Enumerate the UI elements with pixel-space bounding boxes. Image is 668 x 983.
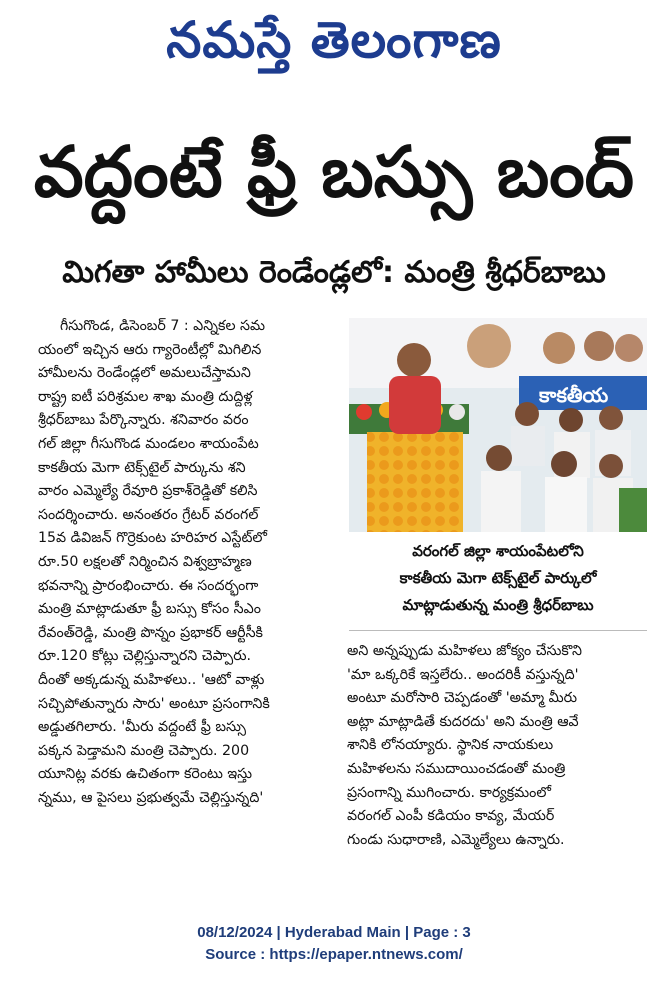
article-text-line: పక్కన పెడ్తామని మంత్రి చెప్పారు. 200 — [38, 742, 250, 759]
article-text-line: అట్లా మాట్లాడితే కుదరదు' అని మంత్రి ఆవే — [347, 713, 579, 730]
article-text-line: న్నము, ఆ పైసలు ప్రభుత్వమే చెల్లిస్తున్నది' — [38, 789, 264, 806]
caption-line: వరంగల్ జిల్లా శాయంపేటలోని — [412, 542, 584, 560]
article-text-line: హామీలను రెండేండ్లలో అమలుచేస్తామని — [38, 365, 251, 382]
article-text-line: రాష్ట్ర ఐటీ పరిశ్రమల శాఖ మంత్రి దుద్దిళ్ల — [38, 388, 253, 405]
article-text-line: రేవంత్‌రెడ్డి, మంత్రి పొన్నం ప్రభాకర్ ఆర్టీసీకి — [38, 624, 263, 641]
footer-source: Source : https://epaper.ntnews.com/ — [205, 946, 463, 963]
article-text-line: కాకతీయ మెగా టెక్స్‌టైల్ పార్కును శని — [38, 459, 246, 476]
article-text-line: ప్రసంగాన్ని ముగించారు. కార్యక్రమంలో — [347, 784, 551, 801]
article-text-line: శ్రీధర్‌బాబు పేర్కొన్నారు. శనివారం వరం — [38, 412, 249, 429]
article-text-line: అడ్డుతగిలారు. 'మీరు వద్దంటే ఫ్రీ బస్సు — [38, 719, 247, 736]
masthead-logo: నమస్తే తెలంగాణ — [166, 11, 502, 69]
article-text-line: దీంతో అక్కడున్న మహిళలు.. 'ఆటో వాళ్లు — [38, 671, 265, 688]
banner-text: కాకతీయ — [539, 383, 609, 407]
article-text-line: యూనిట్ల వరకు ఉచితంగా కరెంటు ఇస్తు — [38, 766, 253, 783]
page-footer — [0, 922, 668, 972]
article-text-line: సచ్చిపోతున్నారు సారు' అంటూ ప్రసంగానికి — [38, 695, 270, 712]
article-text-line: గీసుగొండ, డిసెంబర్ 7 : ఎన్నికల సమ — [60, 318, 265, 334]
article-text-line: యంలో ఇచ్చిన ఆరు గ్యారెంటీల్లో మిగిలిన — [38, 341, 262, 358]
footer-edition-info: 08/12/2024 | Hyderabad Main | Page : 3 — [197, 924, 471, 941]
article-text-line: మహిళలను సముదాయించడంతో మంత్రి — [347, 760, 566, 777]
article-text-line: 'మా ఒక్కరికే ఇస్తలేరు.. అందరికీ వస్తున్నది' — [347, 666, 579, 683]
article-text-line: శానికి లోనయ్యారు. స్థానిక నాయకులు — [347, 737, 554, 754]
article-text-line: సందర్శించారు. అనంతరం గ్రేటర్ వరంగల్ — [38, 506, 259, 523]
caption-divider — [349, 630, 647, 631]
article-text-line: అంటూ మరోసారి చెప్పడంతో 'అమ్మా మీరు — [347, 690, 577, 707]
article-headline: వద్దంటే ఫ్రీ బస్సు బంద్ — [33, 131, 635, 213]
article-text-line: రూ.50 లక్షలతో నిర్మించిన విశ్వబ్రాహ్మణ — [38, 553, 252, 570]
caption-line: మాట్లాడుతున్న మంత్రి శ్రీధర్‌బాబు — [402, 596, 594, 614]
article-subheadline: మిగతా హామీలు రెండేండ్లలో: మంత్రి శ్రీధర్‌బాబు — [62, 255, 606, 290]
article-left-column — [38, 315, 338, 895]
article-text-line: వరంగల్ ఎంపీ కడియం కావ్య, మేయర్ — [347, 808, 555, 825]
article-text-line: 15వ డివిజన్ గొర్రెకుంట హరిహర ఎస్టేట్‌లో — [38, 530, 268, 547]
photo-caption — [349, 538, 647, 624]
article-text-line: భవనాన్ని ప్రారంభించారు. ఈ సందర్భంగా — [38, 577, 259, 594]
article-text-line: మంత్రి మాట్లాడుతూ ఫ్రీ బస్సు కోసం సీఎం — [38, 601, 261, 618]
caption-line: కాకతీయ మెగా టెక్స్‌టైల్ పార్కులో — [399, 569, 597, 587]
article-text-line: రూ.120 కోట్లు చెల్లిస్తున్నారని చెప్పారు. — [38, 648, 252, 665]
article-right-column — [347, 640, 647, 895]
article-text-line: అని అన్నప్పుడు మహిళలు జోక్యం చేసుకొని — [347, 643, 582, 659]
article-photo — [349, 318, 647, 532]
article-text-line: గల్ జిల్లా గీసుగొండ మండలం శాయంపేట — [38, 435, 259, 452]
article-text-line: గుండు సుధారాణి, ఎమ్మెల్యేలు ఉన్నారు. — [347, 831, 565, 848]
article-text-line: వారం ఎమ్మెల్యే రేవూరి ప్రకాశ్‌రెడ్డితో కలిసి — [38, 483, 258, 500]
